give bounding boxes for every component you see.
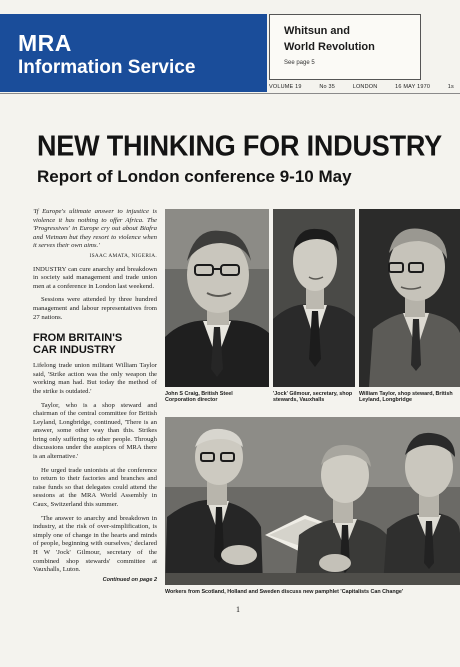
- section-heading-line1: FROM BRITAIN'S: [33, 332, 123, 345]
- promo-note: See page 5: [284, 60, 315, 66]
- issue-volume: VOLUME 19: [269, 84, 302, 90]
- article-column: [33, 208, 157, 584]
- masthead-subtitle: Information Service: [18, 57, 196, 78]
- masthead-title: MRA: [18, 30, 72, 56]
- caption-gilmour: 'Jock' Gilmour, secretary, shop stewards, Vauxhalls: [273, 391, 353, 404]
- section-paragraph-1: Lifelong trade union militant William Taylor said, 'Strike action was the only weapon the working man had. But today the method of the strike is outdated.': [33, 362, 157, 395]
- intro-lead: INDUSTRY: [33, 265, 67, 273]
- subheadline: Report of London conference 9-10 May: [37, 167, 352, 186]
- section-paragraph-3: He urged trade unionists at the conference to return to their factories and branches and raise funds so that delegates could attend the sessions at the MRA World Assembly in Caux, Switzerland this summer.: [33, 466, 157, 509]
- issue-place: LONDON: [352, 84, 378, 90]
- header-rule: [0, 93, 460, 94]
- caption-craig: John S Craig, British Steel Corporation director: [165, 391, 233, 404]
- continued-note: Continued on page 2: [102, 576, 157, 583]
- opening-quote: 'If Europe's ultimate answer to injustice is violence it has nothing to offer Africa. The 'Progressives' in Europe cry out about Biafra and Vietnam but they resort to violence when it serves their own aims.': [33, 208, 157, 250]
- photo-gilmour-image: [273, 209, 355, 387]
- photo-workers-group: [165, 417, 460, 585]
- quote-source: ISAAC AMATA, NIGERIA.: [89, 252, 157, 259]
- photo-taylor: [359, 209, 460, 387]
- issue-price: 1s: [447, 84, 454, 90]
- issue-number: No 35: [319, 84, 336, 90]
- promo-box: [269, 14, 421, 80]
- intro-paragraph: [33, 266, 157, 292]
- promo-title-line2: World Revolution: [284, 41, 375, 53]
- issue-date: 16 MAY 1970: [395, 84, 431, 90]
- masthead: [0, 14, 267, 92]
- intro-text: can cure anarchy and breakdown in society said management and trade union men at a conference in London last weekend.: [33, 265, 157, 290]
- photo-craig-image: [165, 209, 269, 387]
- section-paragraph-4: 'The answer to anarchy and breakdown in industry, at the risk of over-simplification, is simply one of change in the hearts and minds of people, beginning with ourselves,' declared H W 'Jock' Gilmour, secretary of the combined shop stewards' committee at Vauxhalls, Luton.: [33, 514, 157, 574]
- section-heading-line2: CAR INDUSTRY: [33, 344, 116, 357]
- intro-paragraph-2: Sessions were attended by three hundred management and labour representatives from 27 nations.: [33, 296, 157, 321]
- caption-taylor: William Taylor, shop steward, British Leyland, Longbridge: [359, 391, 453, 404]
- photo-craig: [165, 209, 269, 387]
- page-number: 1: [236, 605, 240, 614]
- caption-workers-group: Workers from Scotland, Holland and Sweden discuss new pamphlet 'Capitalists Can Change': [165, 589, 404, 595]
- photo-workers-group-image: [165, 417, 460, 585]
- headline: NEW THINKING FOR INDUSTRY: [37, 129, 442, 162]
- issue-line: [269, 84, 454, 90]
- section-heading: [33, 332, 157, 356]
- photo-taylor-image: [359, 209, 460, 387]
- promo-title-line1: Whitsun and: [284, 25, 350, 37]
- photo-gilmour: [273, 209, 355, 387]
- section-paragraph-2: Taylor, who is a shop steward and chairman of the central committee for British Leyland, Longbridge, continued, 'There is an answer, some other way than this. Strikes bring only suffering to other people. Through discussions under the auspices of MRA there is an alternative.': [33, 401, 157, 461]
